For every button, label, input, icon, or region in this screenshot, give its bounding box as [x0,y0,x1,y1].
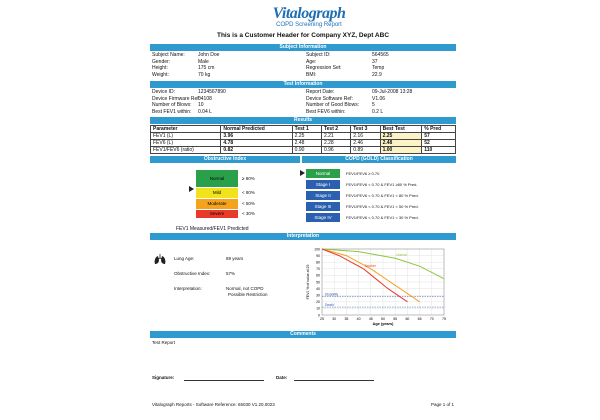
test-label-right: Device Software Ref: [306,95,353,102]
results-cell: FEV6 (L) [151,140,221,147]
current-level-arrow-icon [189,186,194,192]
results-table [150,125,456,154]
obstructive-level-label: < 50% [242,201,255,206]
test-value-right: V1.06 [372,95,386,102]
results-header-cell: Parameter [151,126,221,133]
chart-xtick-label: 40 [356,317,361,321]
results-cell: 2.25 [292,133,321,140]
chart-ytick-label: 0 [318,313,320,318]
obstructive-level-label: ≥ 80% [242,175,255,181]
subject-label-right: Subject ID: [306,52,331,58]
lung-age-value: 89 years [226,256,244,261]
results-header-cell: Normal Predicted [221,126,292,133]
obstructive-index-label: Obstructive Index: [174,271,211,276]
results-cell: 2.28 [321,140,350,147]
results-cell: 2.25 [380,133,422,140]
results-cell: 0.96 [321,147,350,154]
results-row [151,147,456,154]
chart-xtick-label: 50 [381,317,385,321]
obstructive-index-value: 57% [226,271,236,276]
subject-label-left: Weight: [152,71,169,78]
test-info-bar: Test Information [150,81,456,88]
results-row [151,133,456,140]
lungs-icon [154,254,166,265]
results-cell: 0.89 [351,147,380,154]
footer-page-number: Page 1 of 1 [430,402,454,407]
results-cell: 1.00 [380,147,422,154]
test-label-left: Best FEV1 within: [152,108,192,115]
chart-series-label: Smoker [364,263,376,268]
obstructive-index-bar: Obstructive Index [150,156,300,163]
chart-xtick-label: 70 [429,317,434,321]
obstructive-level-box: Severe [196,210,238,218]
results-cell: 0.82 [221,147,292,154]
copd-stage-label: FEV1/FEV6 < 0.70 & FEV1 < 80 % Pred. [346,193,419,198]
results-cell: 2.16 [351,133,380,140]
results-cell: 2.21 [321,133,350,140]
subject-label-right: Age: [306,58,317,65]
copd-stage-box: Stage IV [306,213,340,222]
copd-stage-box: Stage III [306,202,340,211]
footer-software-ref: Vitalograph Reports - Software Reference: 65030 V1.20.0023 [152,402,275,407]
test-label-right: Number of Good Blows: [306,102,360,108]
date-label: Date: [276,375,288,380]
obstructive-level-box: Moderate [196,199,238,209]
subject-info-bar: Subject Information [150,44,456,51]
results-bar: Results [150,117,456,124]
chart-xtick-label: 65 [417,317,422,321]
chart-xtick-label: 30 [332,317,337,321]
subject-label-right: BMI: [306,71,317,78]
copd-stage-box: Stage I [306,180,340,189]
results-cell: 110 [422,147,456,154]
test-label-right: Best FEV6 within: [306,108,346,115]
subject-label-left: Subject Name: [152,52,185,58]
subject-label-left: Gender: [152,58,171,65]
results-cell: FEV1/FEV6 (ratio) [151,147,221,154]
test-value-left: 0.04 L [198,108,212,115]
interpretation-label: Interpretation: [174,286,202,291]
fev1-decline-chart [304,243,452,331]
results-cell: 2.48 [380,140,422,147]
chart-xtick-label: 25 [320,317,324,321]
obstructive-index-caption: FEV1 Measured/FEV1 Predicted [176,226,249,232]
chart-xtick-label: 75 [442,317,446,321]
copd-stage-label: FEV1/FEV6 < 0.70 & FEV1 < 50 % Pred. [346,204,419,209]
copd-stage-box: Normal [306,169,340,178]
signature-line[interactable] [184,380,264,381]
comments-text: Test Report [152,340,176,345]
chart-ytick-label: 40 [316,286,320,291]
chart-xaxis-label: Age (years) [372,322,394,326]
results-cell: 0.90 [292,147,321,154]
results-header-cell: Best Test [380,126,422,133]
test-value-left: 10 [198,102,204,108]
chart-ytick-label: 100 [314,247,320,252]
report-page [150,4,456,416]
chart-xtick-label: 55 [393,317,398,321]
chart-threshold-label: Disability [325,292,339,297]
chart-xtick-label: 60 [405,317,410,321]
vitalograph-logo [254,6,364,29]
subject-value-left: 175 cm [198,65,215,71]
results-cell: 2.48 [292,140,321,147]
customer-header: This is a Customer Header for Company XYZ, Dept ABC [216,32,390,39]
results-cell: 2.46 [351,140,380,147]
chart-xtick-label: 45 [368,317,373,321]
results-header-cell: Test 2 [321,126,350,133]
chart-ytick-label: 30 [316,293,320,298]
chart-ytick-label: 20 [316,300,320,305]
test-value-left: 1234567890 [198,89,226,95]
test-value-right: 0.2 L [372,108,384,115]
obstructive-level-box: Normal [196,170,238,187]
chart-ytick-label: 10 [316,306,320,311]
obstructive-level-label: < 30% [242,211,255,216]
test-label-left: Device ID: [152,89,176,95]
subject-value-right: Temp [372,65,385,71]
interpretation-bar: Interpretation [150,233,456,240]
logo-word: Vitalograph [272,5,346,22]
results-header-cell: Test 1 [292,126,321,133]
lung-age-label: Lung Age: [174,256,195,261]
interpretation-line-2: Possible Restriction [228,292,268,297]
copd-stage-label: FEV1/FEV6 < 0.70 & FEV1 ≥80 % Pred. [346,182,418,187]
current-stage-arrow-icon [300,170,305,176]
results-row [151,140,456,147]
results-header-cell: % Pred [422,126,456,133]
chart-ytick-label: 50 [316,280,320,285]
signature-label: Signature: [152,375,175,380]
chart-xtick-label: 35 [344,317,349,321]
test-label-right: Report Date: [306,89,335,95]
chart-series-label: Normal [396,253,407,258]
chart-ytick-label: 60 [316,273,320,278]
test-label-left: Device Firmware Ref: [152,95,201,102]
subject-label-right: Regression Set: [306,65,342,71]
test-value-right: 5 [372,102,375,108]
subject-value-right: 564565 [372,52,389,58]
results-header-cell: Test 3 [351,126,380,133]
obstructive-level-label: < 80% [242,190,255,195]
chart-ytick-label: 90 [316,253,320,258]
subject-value-right: 37 [372,58,378,65]
test-value-right: 09-Jul-2008 13:28 [372,89,413,95]
copd-classification-bar: COPD (GOLD) Classification [302,156,456,163]
subject-value-left: 70 kg [198,71,211,78]
subject-value-left: Male [198,58,209,65]
results-cell: 52 [422,140,456,147]
results-cell: 3.96 [221,133,292,140]
chart-ytick-label: 80 [316,260,320,265]
logo-subtitle: COPD Screening Report [276,22,342,28]
copd-stage-box: Stage II [306,191,340,200]
comments-bar: Comments [150,331,456,338]
chart-threshold-label: Death [325,303,334,308]
results-cell: 4.78 [221,140,292,147]
results-cell: FEV1 (L) [151,133,221,140]
subject-value-left: John Doe [198,52,220,58]
copd-stage-label: FEV1/FEV6 ≥ 0.70 [346,171,380,176]
chart-ytick-label: 70 [316,267,320,272]
chart-yaxis-label: FEV1 % of value at 25 [306,264,310,300]
test-value-left: 04108 [198,95,212,102]
obstructive-level-box: Mild [196,188,238,198]
subject-label-left: Height: [152,65,168,71]
date-line[interactable] [294,380,374,381]
copd-stage-label: FEV1/FEV6 < 0.70 & FEV1 < 30 % Pred. [346,215,419,220]
interpretation-line-1: Normal, not COPD [226,286,264,291]
subject-value-right: 22.9 [372,71,382,78]
test-label-left: Number of Blows: [152,102,192,108]
results-cell: 57 [422,133,456,140]
